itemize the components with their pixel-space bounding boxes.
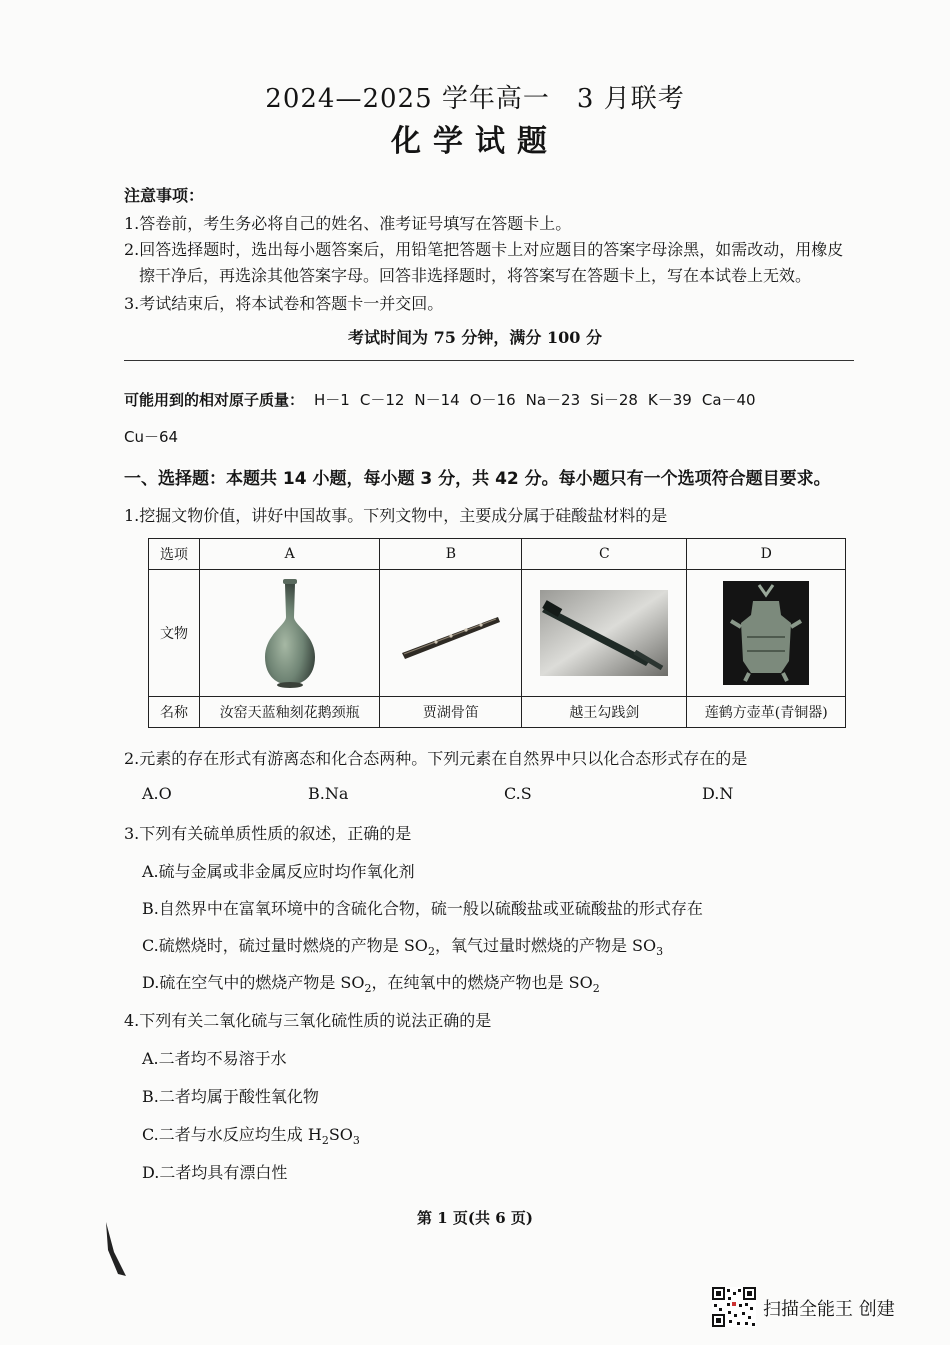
question-3-option-d bbox=[142, 970, 600, 995]
option-label: A bbox=[200, 539, 380, 570]
notice-item-3: 3.考试结束后，将本试卷和答题卡一并交回。 bbox=[124, 294, 444, 313]
atomic-masses bbox=[124, 389, 756, 410]
question-3-option-a: A.硫与金属或非金属反应时均作氧化剂 bbox=[142, 862, 415, 881]
question-2-stem: 2.元素的存在形式有游离态和化合态两种。下列元素在自然界中只以化合态形式存在的是 bbox=[124, 749, 748, 768]
row-label: 名称 bbox=[149, 697, 200, 728]
subscript: 2 bbox=[321, 1134, 329, 1148]
section-heading: 一、选择题：本题共 14 小题，每小题 3 分，共 42 分。每小题只有一个选项符合题目要求。 bbox=[124, 469, 831, 489]
atomic-masses-label: 可能用到的相对原子质量： bbox=[124, 391, 305, 409]
relic-image-sword bbox=[522, 570, 687, 697]
relic-name: 莲鹤方壶革(青铜器) bbox=[687, 697, 846, 728]
notice-heading: 注意事项： bbox=[124, 186, 205, 205]
relic-name: 越王勾践剑 bbox=[522, 697, 687, 728]
atomic-mass: K－39 bbox=[647, 391, 692, 409]
atomic-mass: H－1 bbox=[314, 391, 350, 409]
sword-icon bbox=[540, 590, 668, 676]
divider bbox=[124, 360, 854, 361]
atomic-mass: Si－28 bbox=[590, 391, 638, 409]
relic-image-pot bbox=[687, 570, 846, 697]
atomic-mass-extra: Cu－64 bbox=[124, 428, 179, 446]
question-1-stem: 1.挖掘文物价值，讲好中国故事。下列文物中，主要成分属于硅酸盐材料的是 bbox=[124, 506, 668, 525]
atomic-mass: N－14 bbox=[414, 391, 460, 409]
option-label: B bbox=[380, 539, 522, 570]
bronze-pot-icon bbox=[723, 581, 809, 685]
exam-title: 2024—2025 学年高一 3 月联考 bbox=[265, 84, 685, 114]
subscript: 2 bbox=[364, 982, 372, 996]
option-label: D bbox=[687, 539, 846, 570]
relic-name: 贾湖骨笛 bbox=[380, 697, 522, 728]
text: ，氧气过量时燃烧的产物是 SO bbox=[434, 936, 657, 955]
relic-name: 汝窑天蓝釉刻花鹅颈瓶 bbox=[200, 697, 380, 728]
option-c: C.S bbox=[504, 784, 532, 803]
question-4-option-b: B.二者均属于酸性氧化物 bbox=[142, 1087, 319, 1106]
atomic-mass: Na－23 bbox=[525, 391, 581, 409]
subscript: 2 bbox=[427, 945, 435, 959]
scan-edge-mark bbox=[100, 1222, 130, 1276]
question-3-option-b: B.自然界中在富氧环境中的含硫化合物，硫一般以硫酸盐或亚硫酸盐的形式存在 bbox=[142, 899, 703, 918]
text: ，在纯氧中的燃烧产物也是 SO bbox=[371, 973, 593, 992]
option-b: B.Na bbox=[308, 784, 349, 803]
subscript: 3 bbox=[656, 945, 664, 959]
question-4-option-d: D.二者均具有漂白性 bbox=[142, 1163, 288, 1182]
page-footer: 第 1 页(共 6 页) bbox=[417, 1209, 533, 1227]
option-d: D.N bbox=[702, 784, 734, 803]
bone-flute-icon bbox=[396, 603, 506, 663]
text: SO bbox=[328, 1125, 353, 1144]
question-3-stem: 3.下列有关硫单质性质的叙述，正确的是 bbox=[124, 824, 412, 843]
option-a: A.O bbox=[142, 784, 172, 803]
atomic-mass: O－16 bbox=[469, 391, 516, 409]
text: D.硫在空气中的燃烧产物是 SO bbox=[142, 973, 365, 992]
notice-item-1: 1.答卷前，考生务必将自己的姓名、准考证号填写在答题卡上。 bbox=[124, 214, 572, 233]
question-4-option-a: A.二者均不易溶于水 bbox=[142, 1049, 287, 1068]
option-label: C bbox=[522, 539, 687, 570]
vase-icon bbox=[255, 577, 325, 689]
subscript: 3 bbox=[352, 1134, 360, 1148]
exam-time: 考试时间为 75 分钟，满分 100 分 bbox=[348, 328, 602, 347]
relic-table bbox=[148, 538, 846, 728]
question-4-option-c bbox=[142, 1122, 360, 1147]
relic-image-flute bbox=[380, 570, 522, 697]
row-label: 文物 bbox=[149, 570, 200, 697]
subject-title: 化学试题 bbox=[391, 124, 559, 159]
atomic-mass: C－12 bbox=[359, 391, 405, 409]
question-3-option-c bbox=[142, 933, 663, 958]
subscript: 2 bbox=[592, 982, 600, 996]
row-label: 选项 bbox=[149, 539, 200, 570]
relic-image-vase bbox=[200, 570, 380, 697]
text: C.硫燃烧时，硫过量时燃烧的产物是 SO bbox=[142, 936, 428, 955]
notice-item-2-cont: 擦干净后，再选涂其他答案字母。回答非选择题时，将答案写在答题卡上，写在本试卷上无效。 bbox=[139, 266, 812, 285]
notice-item-2: 2.回答选择题时，选出每小题答案后，用铅笔把答题卡上对应题目的答案字母涂黑，如需改动，用橡皮 bbox=[124, 240, 844, 259]
qr-code-icon bbox=[712, 1287, 756, 1327]
text: C.二者与水反应均生成 H bbox=[142, 1125, 322, 1144]
atomic-mass: Ca－40 bbox=[701, 391, 756, 409]
scanner-watermark: 扫描全能王 创建 bbox=[763, 1299, 895, 1320]
question-4-stem: 4.下列有关二氧化硫与三氧化硫性质的说法正确的是 bbox=[124, 1011, 492, 1030]
